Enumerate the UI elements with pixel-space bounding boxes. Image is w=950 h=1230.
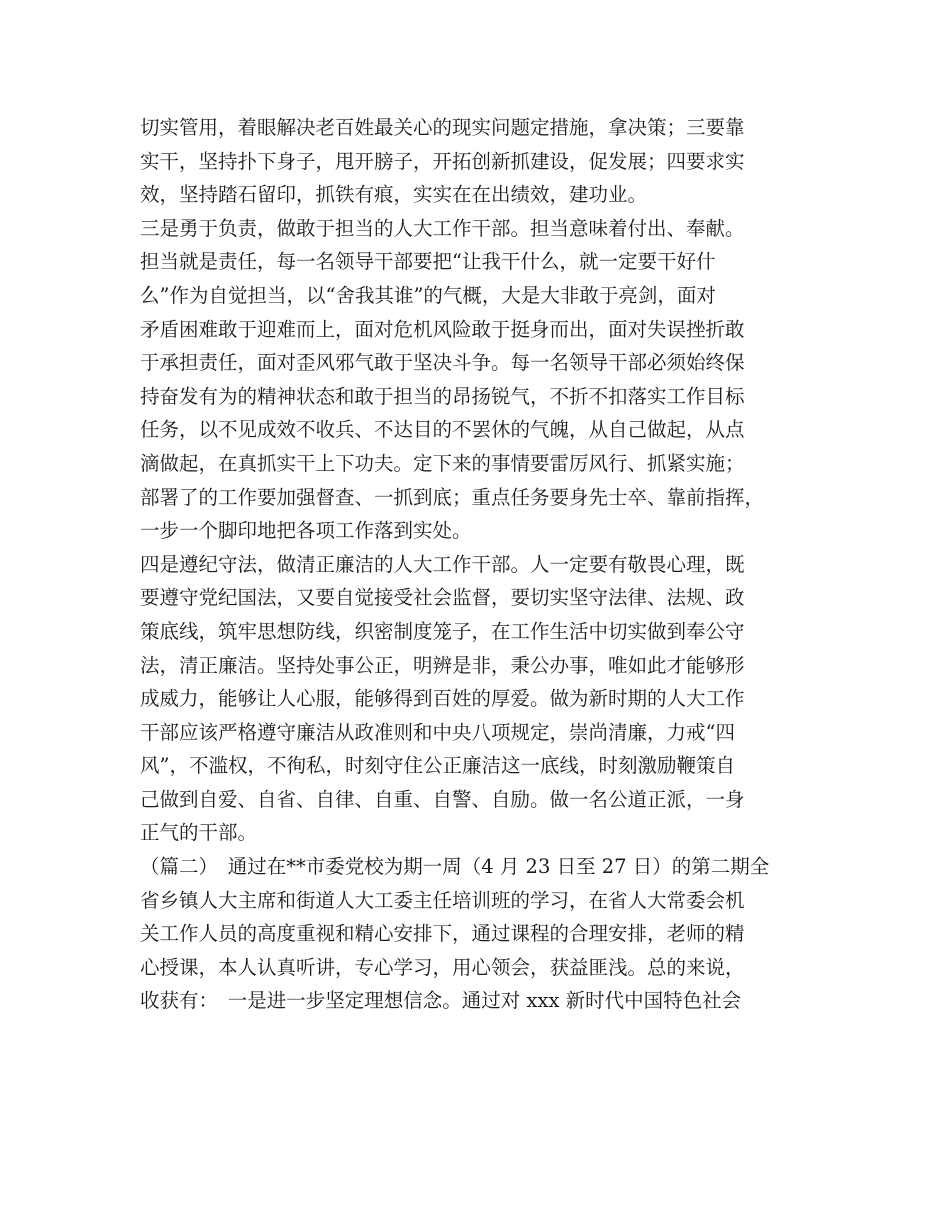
text-line: 部署了的工作要加强督查、一抓到底；重点任务要身先士卒、靠前指挥， [140,485,765,509]
text-line: 法，清正廉洁。坚持处事公正，明辨是非，秉公办事，唯如此才能够形 [140,653,745,677]
text-line: 干部应该严格遵守廉洁从政准则和中央八项规定，崇尚清廉，力戒“四 [140,720,735,744]
text-line: 效，坚持踏石留印，抓铁有痕，实实在在出绩效，建功业。 [140,183,648,207]
text-line: 滴做起，在真抓实干上下功夫。定下来的事情要雷厉风行、抓紧实施； [140,451,745,475]
text-line: 策底线，筑牢思想防线，织密制度笼子，在工作生活中切实做到奉公守 [140,619,745,643]
text-line: 要遵守党纪国法，又要自觉接受社会监督，要切实坚守法律、法规、政 [140,586,745,610]
text-line: （篇二） 通过在**市委党校为期一周（4 月 23 日至 27 日）的第二期全 [140,855,770,879]
text-line: 四是遵纪守法，做清正廉洁的人大工作干部。人一定要有敬畏心理，既 [140,552,745,576]
text-line: 切实管用，着眼解决老百姓最关心的现实问题定措施，拿决策；三要靠 [140,116,745,139]
text-line: 正气的干部。 [140,821,258,845]
text-line: 己做到自爱、自省、自律、自重、自警、自励。做一名公道正派，一身 [140,787,745,811]
text-line: 担当就是责任，每一名领导干部要把“让我干什么，就一定要干好什 [140,250,716,274]
text-line: 么”作为自觉担当，以“舍我其谁”的气概，大是大非敢于亮剑，面对 [140,283,716,307]
text-line: 实干，坚持扑下身子，甩开膀子，开拓创新抓建设，促发展；四要求实 [140,149,745,173]
text-line: 心授课，本人认真听讲，专心学习，用心领会，获益匪浅。总的来说， [140,955,745,979]
body-text [140,111,830,1018]
text-line: 省乡镇人大主席和街道人大工委主任培训班的学习，在省人大常委会机 [140,888,745,912]
text-line: 三是勇于负责，做敢于担当的人大工作干部。担当意味着付出、奉献。 [140,216,745,240]
text-line: 收获有： 一是进一步坚定理想信念。通过对 xxx 新时代中国特色社会 [140,989,742,1013]
text-line: 矛盾困难敢于迎难而上，面对危机风险敢于挺身而出，面对失误挫折敢 [140,317,745,341]
text-line: 关工作人员的高度重视和精心安排下，通过课程的合理安排，老师的精 [140,922,745,946]
text-line: 任务，以不见成效不收兵、不达目的不罢休的气魄，从自己做起，从点 [140,418,745,442]
text-line: 于承担责任，面对歪风邪气敢于坚决斗争。每一名领导干部必须始终保 [140,351,745,375]
text-line: 风”，不滥权，不徇私，时刻守住公正廉洁这一底线，时刻激励鞭策自 [140,754,735,778]
text-line: 持奋发有为的精神状态和敢于担当的昂扬锐气，不折不扣落实工作目标 [140,384,745,408]
text-line: 一步一个脚印地把各项工作落到实处。 [140,519,472,543]
text-line: 成威力，能够让人心服，能够得到百姓的厚爱。做为新时期的人大工作 [140,687,745,711]
